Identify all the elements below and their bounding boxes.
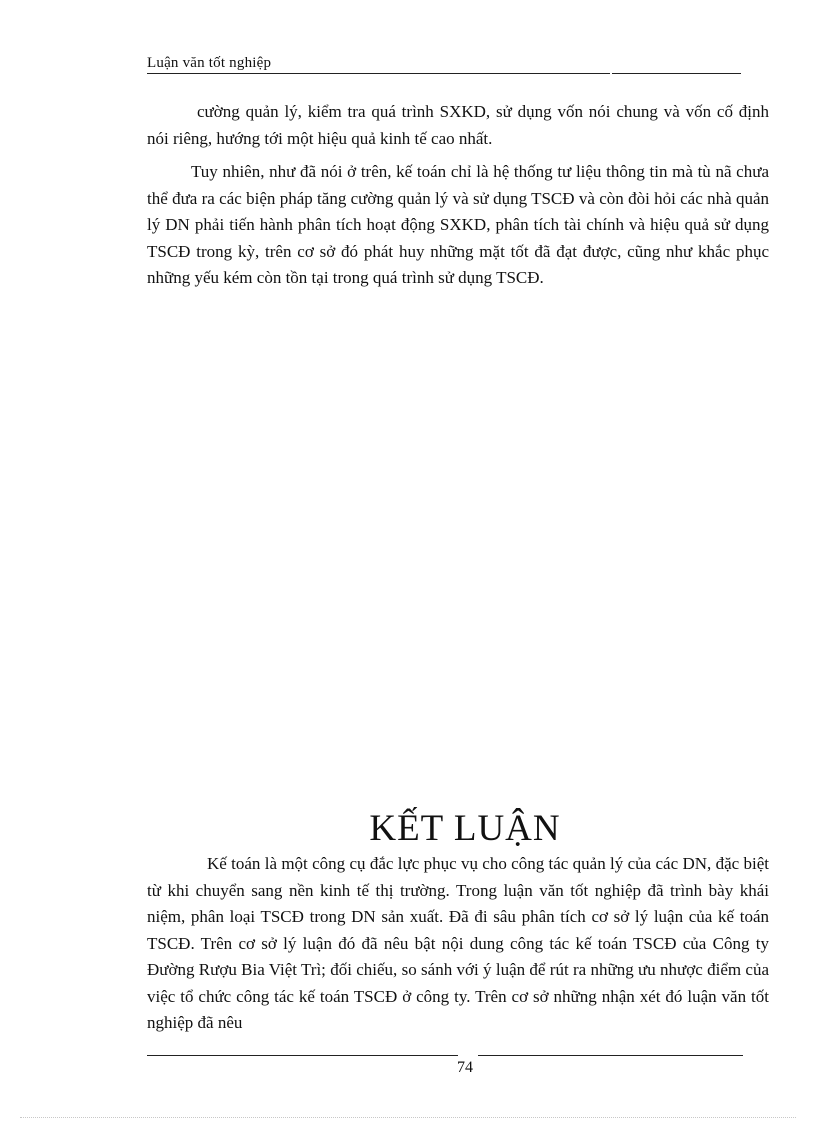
paragraph-2: Tuy nhiên, như đã nói ở trên, kế toán chỉ là hệ thống tư liệu thông tin mà tù nã chưa thể đưa ra các biện pháp tăng cường quản lý và sử dụng TSCĐ và còn đòi hỏi các nhà quản lý DN phải tiến hành phân tích hoạt động SXKD, phân tích tài chính và hiệu quả sử dụng TSCĐ trong kỳ, trên cơ sở đó phát huy những mặt tốt đã đạt được, cũng như khắc phục những yếu kém còn tồn tại trong quá trình sử dụng TSCĐ. [147, 162, 769, 287]
footer-rule-secondary [478, 1055, 743, 1056]
header-rule-secondary [612, 73, 741, 74]
page-number: 74 [457, 1059, 473, 1076]
paragraph-1: cường quản lý, kiểm tra quá trình SXKD, sử dụng vốn nói chung và vốn cố định nói riêng, hướng tới một hiệu quả kinh tế cao nhất. [147, 102, 769, 148]
conclusion-paragraph: Kế toán là một công cụ đắc lực phục vụ cho công tác quản lý của các DN, đặc biệt từ khi chuyển sang nền kinh tế thị trường. Trong luận văn tốt nghiệp đã trình bày khái niệm, phân loại TSCĐ trong DN sản xuất. Đã đi sâu phân tích cơ sở lý luận của kế toán TSCĐ. Trên cơ sở lý luận đó đã nêu bật nội dung công tác kế toán TSCĐ của Công ty Đường Rượu Bia Việt Trì; đối chiếu, so sánh với ý luận để rút ra những ưu nhược điểm của việc tổ chức công tác kế toán TSCĐ ở công ty. Trên cơ sở những nhận xét đó luận văn tốt nghiệp đã nêu [147, 854, 769, 1032]
header-rule [147, 73, 610, 74]
conclusion-title: KẾT LUẬN [369, 808, 561, 849]
page-bottom-border [20, 1117, 796, 1118]
footer-rule [147, 1055, 458, 1056]
running-header: Luận văn tốt nghiệp [147, 55, 272, 71]
